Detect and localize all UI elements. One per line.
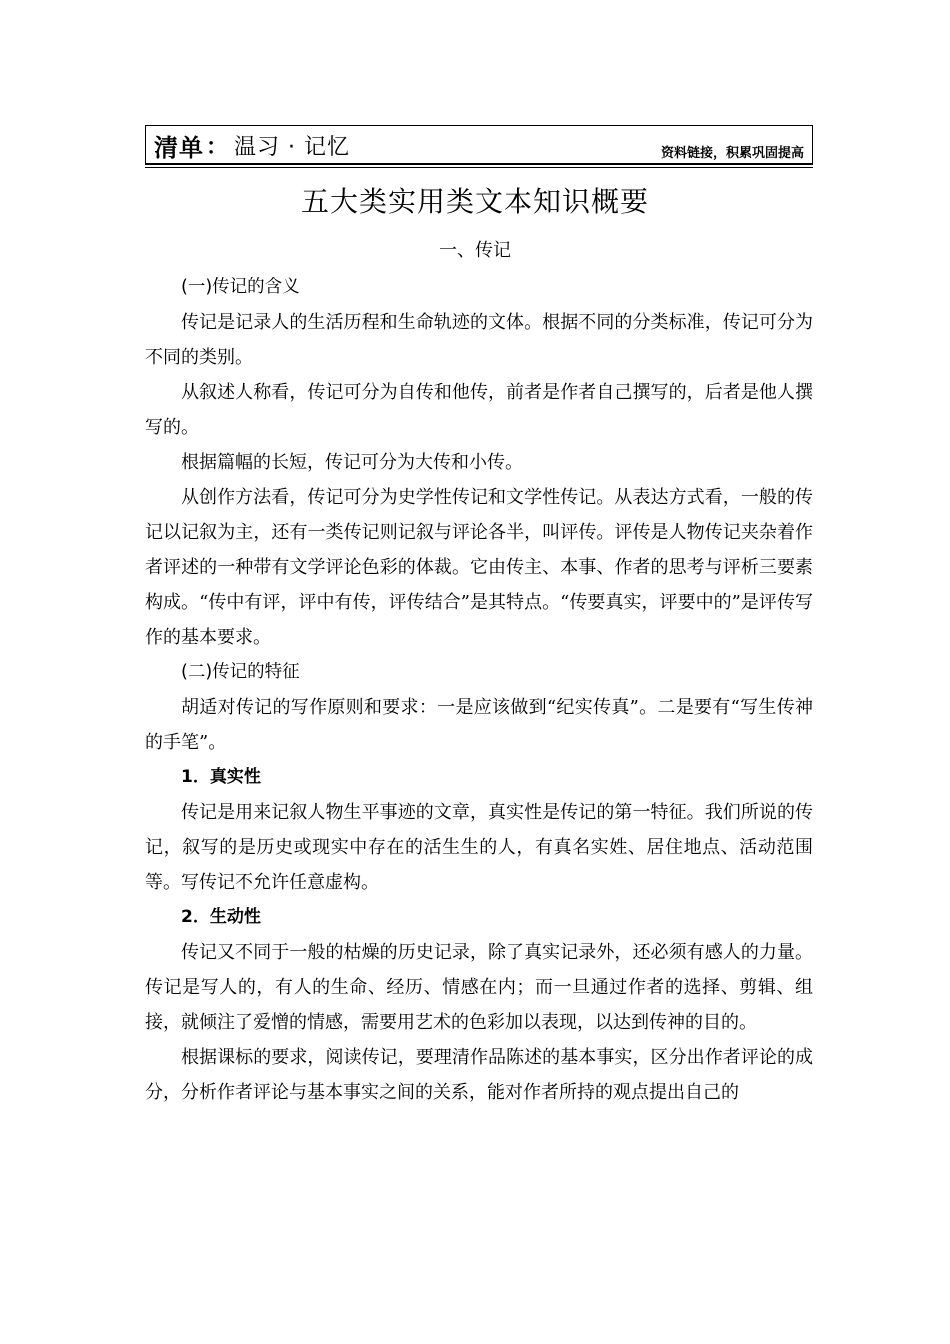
document-body: [145, 270, 813, 1110]
paragraph: 胡适对传记的写作原则和要求：一是应该做到“纪实传真”。二是要有“写生传神的手笔”。: [145, 697, 813, 753]
banner-rule-thin: [145, 167, 813, 168]
banner-colon: ：: [206, 134, 229, 160]
numbered-heading: 2．生动性: [181, 907, 261, 927]
subheading: (二)传记的特征: [181, 662, 300, 682]
document-title: 五大类实用类文本知识概要: [300, 185, 649, 218]
paragraph: 从创作方法看，传记可分为史学性传记和文学性传记。从表达方式看，一般的传记以记叙为主，还有一类传记则记叙与评论各半，叫评传。评传是人物传记夹杂着作者评述的一种带有文学评论色彩的体裁。它由传主、本事、作者的思考与评析三要素构成。“传中有评，评中有传，评传结合”是其特点。“传要真实，评要中的”是评传写作的基本要求。: [145, 487, 813, 648]
banner-heading: [154, 130, 350, 160]
subheading: (一)传记的含义: [181, 277, 300, 297]
banner-rule-thick: [145, 163, 813, 165]
paragraph: 传记又不同于一般的枯燥的历史记录，除了真实记录外，还必须有感人的力量。传记是写人的，有人的生命、经历、情感在内；而一旦通过作者的选择、剪辑、组接，就倾注了爱憎的情感，需要用艺术的色彩加以表现，以达到传神的目的。: [145, 942, 813, 1033]
paragraph: 从叙述人称看，传记可分为自传和他传，前者是作者自己撰写的，后者是他人撰写的。: [145, 382, 813, 438]
banner-sub-label: 温习 · 记忆: [234, 134, 350, 160]
paragraph: 根据课标的要求，阅读传记，要理清作品陈述的基本事实，区分出作者评论的成分，分析作者评论与基本事实之间的关系，能对作者所持的观点提出自己的: [145, 1047, 813, 1103]
paragraph: 传记是记录人的生活历程和生命轨迹的文体。根据不同的分类标准，传记可分为不同的类别。: [145, 312, 813, 368]
paragraph: 根据篇幅的长短，传记可分为大传和小传。: [181, 452, 523, 473]
banner-main-label: 清单: [154, 133, 204, 162]
numbered-heading: 1．真实性: [181, 767, 261, 787]
paragraph: 传记是用来记叙人物生平事迹的文章，真实性是传记的第一特征。我们所说的传记，叙写的是历史或现实中存在的活生生的人，有真名实姓、居住地点、活动范围等。写传记不允许任意虚构。: [145, 802, 813, 893]
section-heading: 一、传记: [439, 240, 511, 261]
section-banner: [145, 125, 813, 163]
banner-tagline: 资料链接，积累巩固提高: [660, 146, 804, 161]
